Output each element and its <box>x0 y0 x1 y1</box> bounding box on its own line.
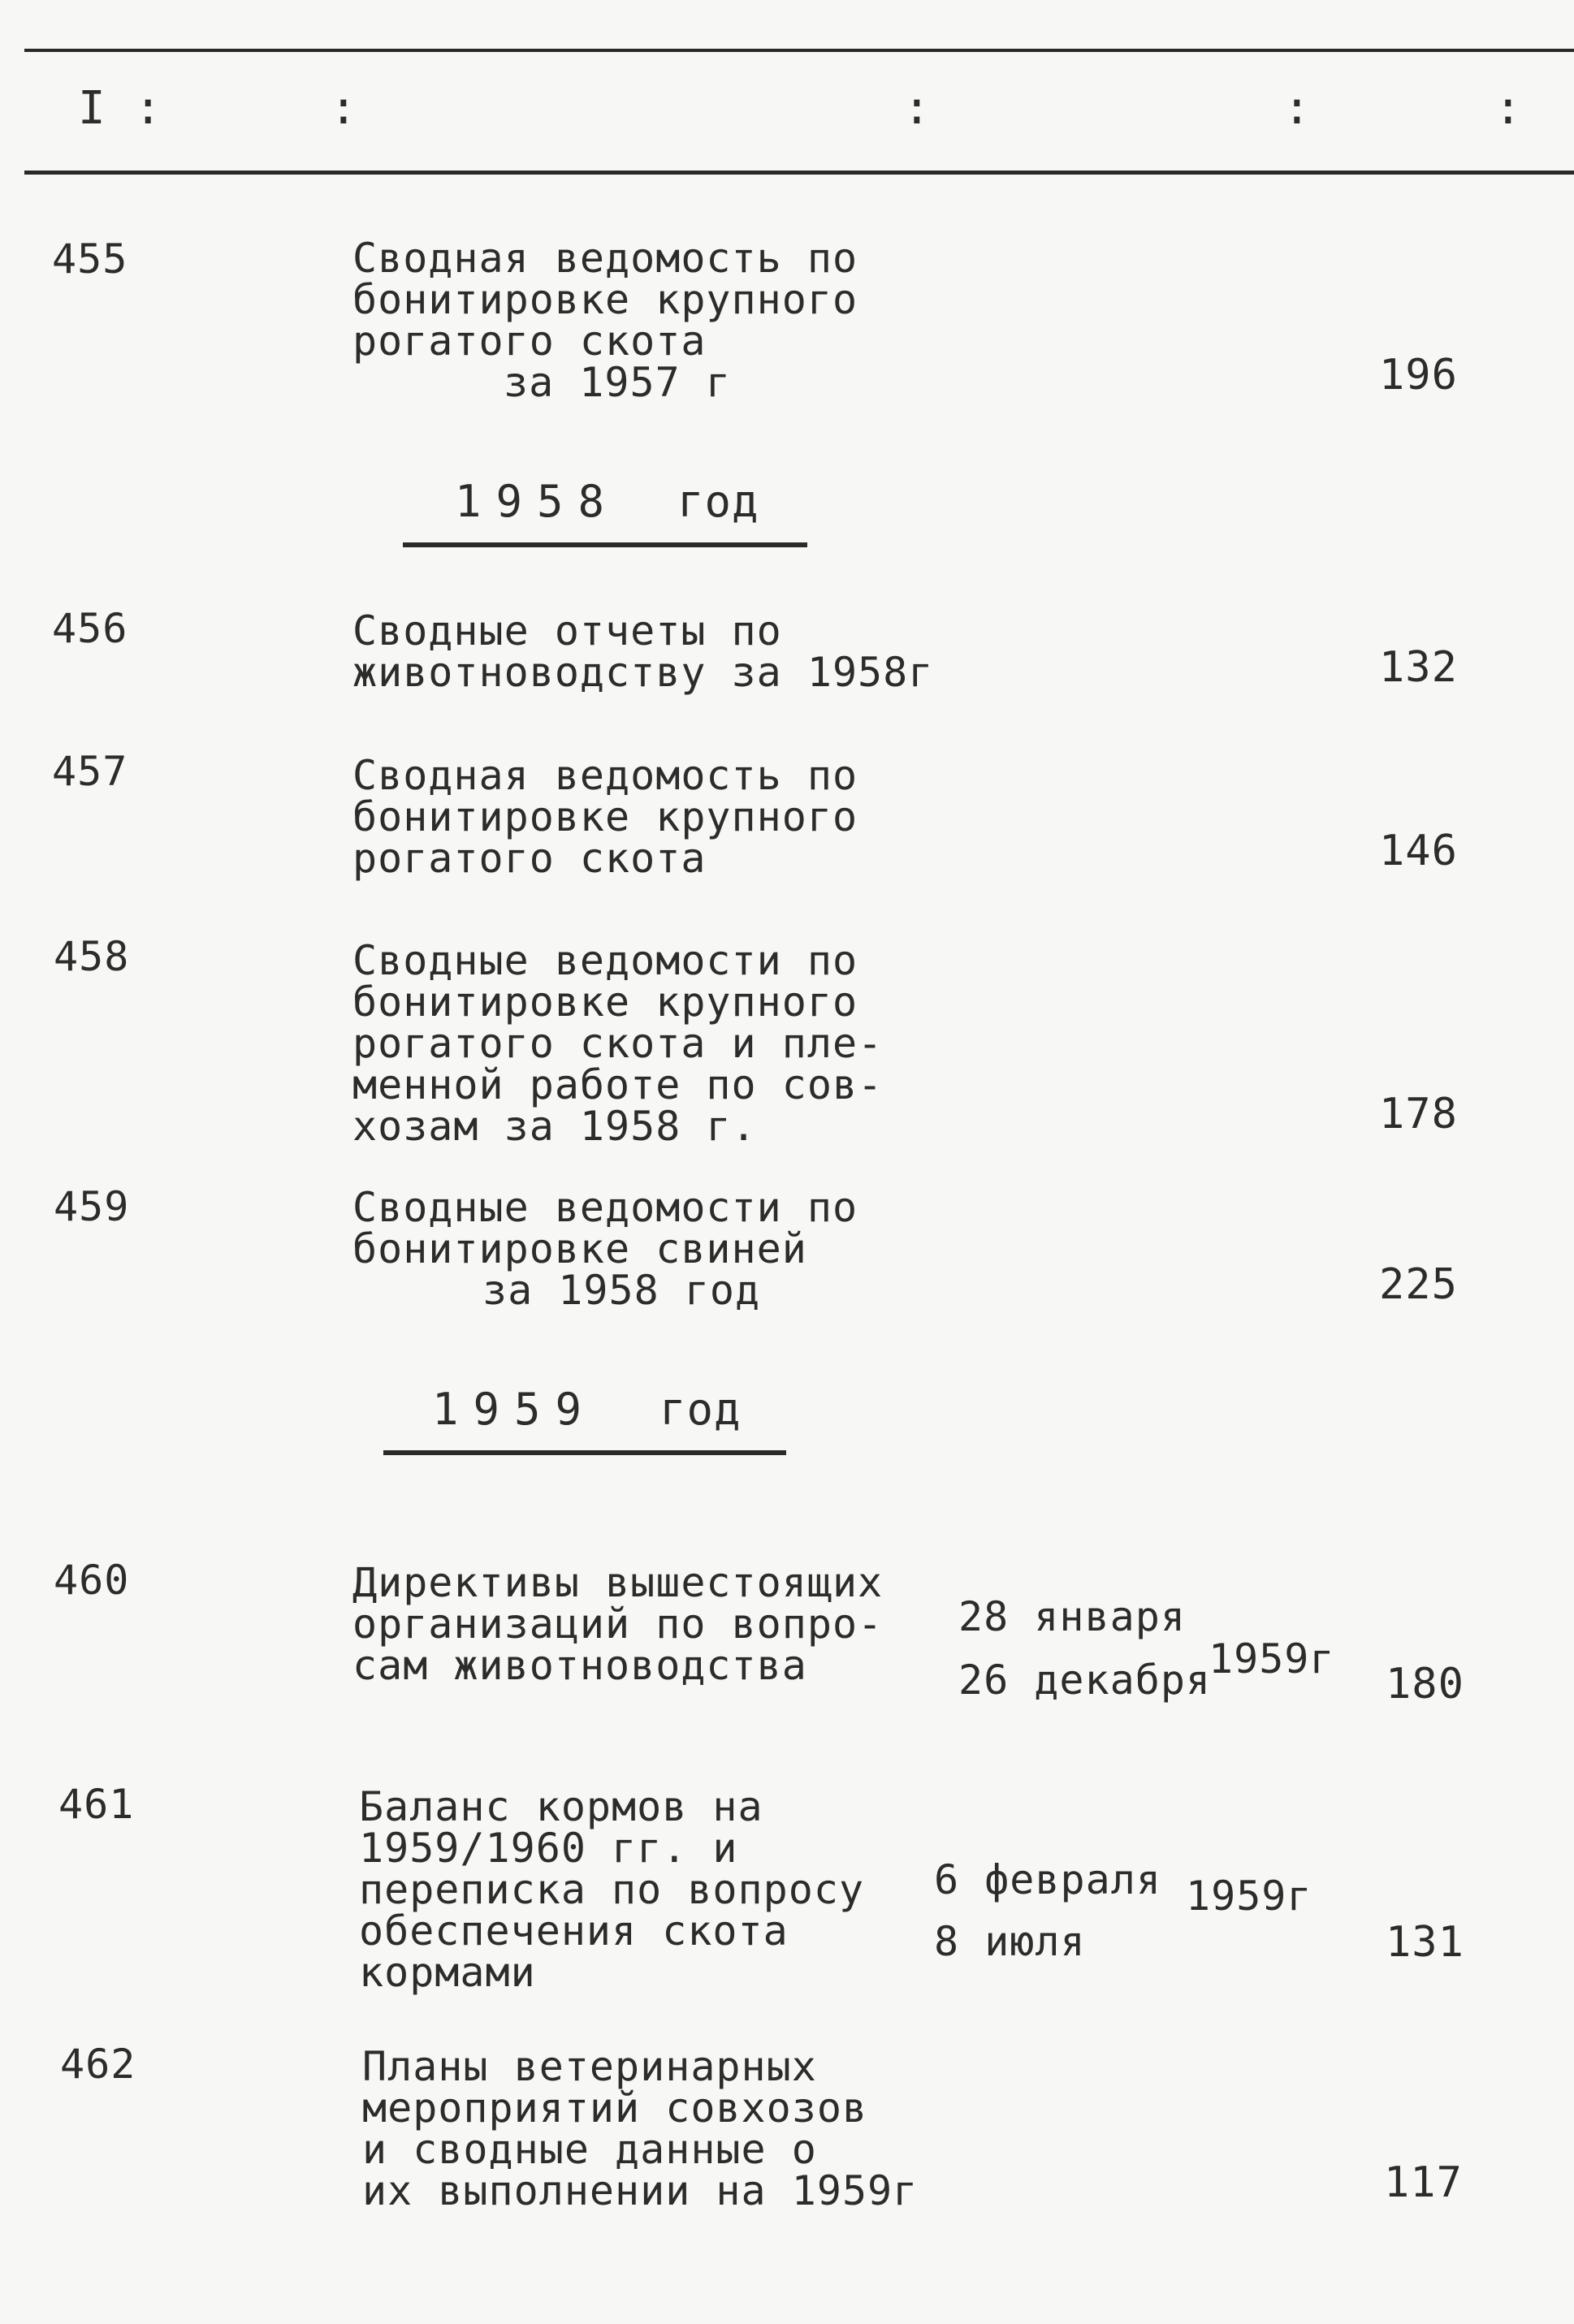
entry-desc-line: их выполнении на 1959г <box>362 2167 919 2214</box>
header-col-1: I : <box>78 82 163 135</box>
entry-desc-line: Сводная ведомость по <box>352 235 858 282</box>
entry-desc-line: за 1958 год <box>482 1267 761 1314</box>
header-col-3: : <box>903 82 932 135</box>
entry-desc-line: кормами <box>359 1949 536 1996</box>
section-year-word: год <box>677 476 759 527</box>
entry-desc-line: Планы ветеринарных <box>362 2043 817 2090</box>
header-col-2: : <box>330 82 358 135</box>
entry-desc-line: рогатого скота <box>352 835 707 882</box>
entry-number: 461 <box>58 1781 135 1828</box>
entry-desc-line: и сводные данные о <box>362 2126 817 2173</box>
entry-desc-line: животноводству за 1958г <box>352 649 934 696</box>
entry-desc-line: бонитировке свиней <box>352 1225 807 1272</box>
section-underline <box>403 542 807 547</box>
entry-number: 457 <box>52 748 128 795</box>
entry-desc-line: бонитировке крупного <box>352 978 858 1026</box>
entry-desc-line: сам животноводства <box>352 1642 807 1689</box>
entry-pages: 146 <box>1379 827 1458 875</box>
section-underline <box>383 1450 786 1455</box>
entry-date-year: 1959г <box>1186 1873 1312 1920</box>
entry-pages: 117 <box>1384 2158 1463 2207</box>
entry-desc-line: Сводные отчеты по <box>352 607 782 654</box>
entry-desc-line: хозам за 1958 г. <box>352 1103 757 1150</box>
entry-desc-line: Сводные ведомости по <box>352 1184 858 1231</box>
entry-desc-line: 1959/1960 гг. и <box>359 1825 738 1872</box>
entry-number: 459 <box>54 1183 130 1230</box>
entry-number: 456 <box>52 605 128 652</box>
entry-desc-line: рогатого скота <box>352 317 707 365</box>
entry-date-year: 1959г <box>1209 1635 1335 1683</box>
header-col-4: : <box>1283 82 1312 135</box>
entry-desc-line: обеспечения скота <box>359 1907 789 1955</box>
entry-number: 455 <box>52 235 128 283</box>
entry-pages: 131 <box>1386 1918 1464 1967</box>
entry-desc-line: Сводные ведомости по <box>352 937 858 984</box>
header-col-5: : <box>1494 82 1523 135</box>
entry-number: 462 <box>60 2041 136 2088</box>
section-year-heading: 1959 <box>432 1384 597 1435</box>
entry-desc-line: бонитировке крупного <box>352 276 858 323</box>
entry-date-to: 26 декабря <box>958 1657 1212 1704</box>
entry-desc-line: бонитировке крупного <box>352 793 858 840</box>
entry-pages: 225 <box>1379 1260 1458 1309</box>
header-top-rule <box>24 49 1574 52</box>
entry-pages: 178 <box>1379 1090 1458 1138</box>
entry-desc-line: Сводная ведомость по <box>352 752 858 799</box>
entry-pages: 196 <box>1379 351 1458 400</box>
header-bottom-rule <box>24 171 1574 175</box>
entry-number: 458 <box>54 933 130 980</box>
entry-date-to: 8 июля <box>934 1918 1086 1965</box>
entry-desc-line: Директивы вышестоящих <box>352 1559 884 1606</box>
entry-pages: 180 <box>1386 1660 1464 1708</box>
entry-date-from: 28 января <box>958 1593 1186 1640</box>
section-year-heading: 1958 <box>455 476 620 527</box>
entry-date-from: 6 февраля <box>934 1856 1161 1903</box>
entry-desc-line: организаций по вопро- <box>352 1600 884 1648</box>
entry-desc-line: менной работе по сов- <box>352 1061 884 1108</box>
entry-desc-line: за 1957 г <box>504 359 731 406</box>
entry-desc-line: Баланс кормов на <box>359 1783 763 1830</box>
entry-pages: 132 <box>1379 643 1458 692</box>
section-year-word: год <box>659 1384 742 1435</box>
entry-desc-line: переписка по вопросу <box>359 1866 865 1913</box>
entry-number: 460 <box>54 1557 130 1604</box>
entry-desc-line: рогатого скота и пле- <box>352 1020 884 1067</box>
entry-desc-line: мероприятий совхозов <box>362 2084 868 2132</box>
